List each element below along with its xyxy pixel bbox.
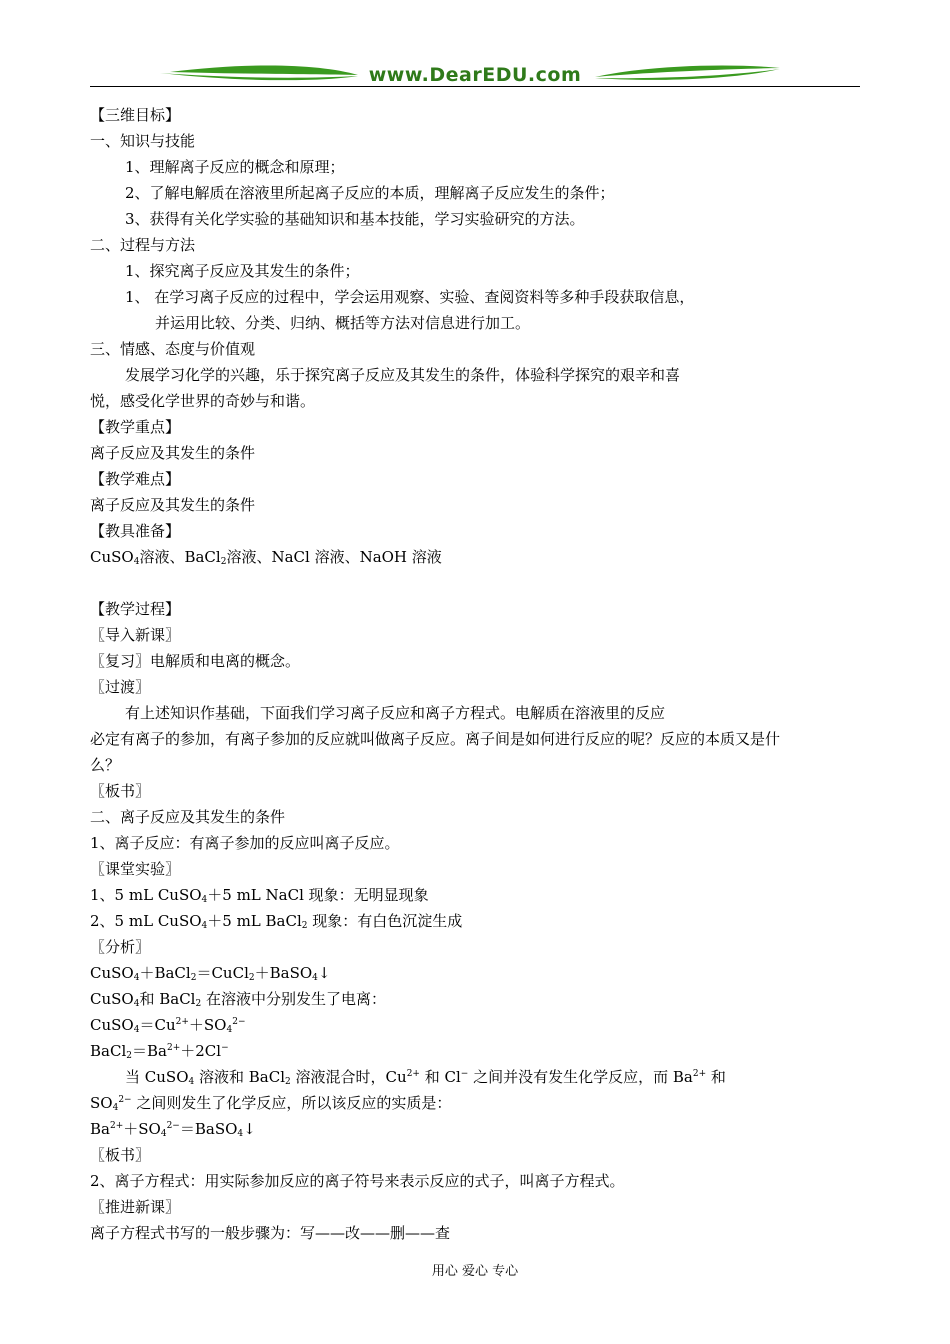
label-analysis: 〖分析〗 [90,938,151,956]
text-fragment: 4 [201,921,208,931]
paragraph: 离子方程式书写的一般步骤为：写——改——删——查 [90,1224,451,1242]
text-fragment: 4 [237,1129,244,1139]
label-intro: 〖导入新课〗 [90,626,181,644]
text-fragment: ＋ [254,964,270,982]
paragraph [90,1064,865,1090]
ionization-intro [90,986,865,1012]
heading-difficulties: 【教学难点】 [90,470,181,488]
materials-line [90,544,865,570]
text-fragment: 4 [188,1077,195,1087]
label-review: 〖复习〗电解质和电离的概念。 [90,652,301,670]
text-fragment: ＝BaSO [179,1120,238,1138]
text-fragment: 4 [133,999,140,1009]
label-transition: 〖过渡〗 [90,678,151,696]
list-item: 1、 在学习离子反应的过程中，学会运用观察、实验、查阅资料等多种手段获取信息， [125,288,695,306]
list-item: 1、探究离子反应及其发生的条件； [125,262,360,280]
document-body [90,102,865,1246]
text-fragment: 2− [232,1017,246,1027]
section-title: 二、离子反应及其发生的条件 [90,808,286,826]
down-arrow-icon: ↓ [243,1120,256,1138]
heading-objectives: 【三维目标】 [90,106,181,124]
text-fragment: BaCl [90,1042,127,1060]
equation-ionization-bacl2 [90,1038,865,1064]
text-fragment: CuSO [157,886,202,904]
text-fragment: − [221,1043,229,1053]
text-fragment: 4 [133,557,140,567]
text-fragment: ＋ [139,964,155,982]
list-item: 3、获得有关化学实验的基础知识和基本技能，学习实验研究的方法。 [125,210,585,228]
text-fragment: − [460,1069,469,1079]
paragraph-continuation: 悦，感受化学世界的奇妙与和谐。 [90,392,316,410]
text-fragment: CuSO [90,548,134,566]
label-experiment: 〖课堂实验〗 [90,860,181,878]
definition: 1、离子反应：有离子参加的反应叫离子反应。 [90,834,400,852]
text-fragment: 4 [226,1025,233,1035]
text-fragment: ＋ [123,1120,139,1138]
text-fragment: ＋5 mL NaCl 现象：无明显现象 [207,886,429,904]
paragraph: 离子反应及其发生的条件 [90,496,256,514]
header-rule [90,86,860,87]
text-fragment: CuSO [90,964,134,982]
paragraph-continuation: 必定有离子的参加，有离子参加的反应就叫做离子反应。离子间是如何进行反应的呢？反应的本质又是什 [90,730,781,748]
text-fragment: CuSO [90,1016,134,1034]
experiment-1 [90,882,865,908]
list-item: 2、了解电解质在溶液里所起离子反应的本质，理解离子反应发生的条件； [125,184,615,202]
logo-text: www.DearEDU.com [368,64,582,86]
heading-materials: 【教具准备】 [90,522,181,540]
equation-ionization-cuso4 [90,1012,865,1038]
text-fragment: Cu [385,1068,407,1086]
paragraph-continuation [90,1090,865,1116]
text-fragment: ＋ [188,1016,204,1034]
text-fragment: 4 [112,1103,119,1113]
text-fragment: 2+ [175,1017,189,1027]
text-fragment: 2 [220,557,227,567]
section-values: 三、情感、态度与价值观 [90,340,256,358]
text-fragment: 4 [160,1129,167,1139]
text-fragment: Ba [672,1068,693,1086]
experiment-2 [90,908,865,934]
equation-reaction [90,960,865,986]
section-process: 二、过程与方法 [90,236,196,254]
text-fragment: 2 [190,973,197,983]
text-fragment: 之间则发生了化学反应，所以该反应的实质是： [131,1094,452,1112]
text-fragment: SO [203,1016,227,1034]
text-fragment: 在溶液中分别发生了电离： [201,990,386,1008]
text-fragment: SO [138,1120,161,1138]
text-fragment: 之间并没有发生化学反应，而 [468,1068,673,1086]
paragraph: 有上述知识作基础，下面我们学习离子反应和离子方程式。电解质在溶液里的反应 [125,704,666,722]
list-item-continuation: 并运用比较、分类、归纳、概括等方法对信息进行加工。 [155,314,531,332]
text-fragment: 2 [195,999,202,1009]
text-fragment: ＝ [139,1016,155,1034]
text-fragment: BaCl [265,912,302,930]
text-fragment: 溶液混合时， [290,1068,386,1086]
paragraph-continuation: 么？ [90,756,121,774]
label-board: 〖板书〗 [90,782,151,800]
text-fragment: 和 [139,990,160,1008]
label-advance: 〖推进新课〗 [90,1198,181,1216]
text-fragment: SO [90,1094,113,1112]
text-fragment: 2− [166,1121,180,1131]
text-fragment: 2+ [692,1069,707,1079]
text-fragment: CuSO [90,990,134,1008]
text-fragment: 4 [201,895,208,905]
text-fragment: 1、5 mL [90,886,158,904]
footer-text: 用心 爱心 专心 [431,1264,519,1279]
equation-ionic [90,1116,865,1142]
text-fragment: 4 [133,973,140,983]
text-fragment: BaCl [159,990,196,1008]
text-fragment: 4 [312,973,318,983]
paragraph: 发展学习化学的兴趣，乐于探究离子反应及其发生的条件，体验科学探究的艰辛和喜 [125,366,681,384]
section-knowledge: 一、知识与技能 [90,132,196,150]
list-item: 1、理解离子反应的概念和原理； [125,158,345,176]
text-fragment: ＝ [131,1042,147,1060]
text-fragment: CuSO [144,1068,189,1086]
text-fragment: 2、5 mL [90,912,158,930]
down-arrow-icon: ↓ [317,964,331,982]
text-fragment: 和 Cl [419,1068,461,1086]
text-fragment: ＝CuCl [196,964,249,982]
text-fragment: 2+ [109,1121,124,1131]
text-fragment: 当 [125,1068,145,1086]
text-fragment: Ba [147,1042,167,1060]
text-fragment: 溶液、NaCl 溶液、NaOH 溶液 [226,548,442,566]
text-fragment: 溶液、 [139,548,185,566]
text-fragment: 4 [133,1025,140,1035]
text-fragment: 2+ [166,1043,181,1053]
text-fragment: BaCl [248,1068,286,1086]
text-fragment: 2 [248,973,255,983]
heading-key-points: 【教学重点】 [90,418,181,436]
heading-process: 【教学过程】 [90,600,181,618]
text-fragment: BaCl [154,964,191,982]
text-fragment: BaCl [184,548,221,566]
blank-line [90,570,865,596]
text-fragment: 和 [706,1068,726,1086]
text-fragment: ＋2Cl [180,1042,222,1060]
text-fragment: 2− [118,1095,132,1105]
text-fragment: Ba [90,1120,110,1138]
text-fragment: ＋5 mL [207,912,266,930]
text-fragment: 2 [301,921,308,931]
label-board: 〖板书〗 [90,1146,151,1164]
text-fragment: CuSO [157,912,202,930]
text-fragment: BaSO [269,964,313,982]
text-fragment: 2+ [406,1069,420,1079]
definition: 2、离子方程式：用实际参加反应的离子符号来表示反应的式子，叫离子方程式。 [90,1172,625,1190]
text-fragment: Cu [154,1016,176,1034]
text-fragment: 2 [126,1051,132,1061]
text-fragment: 现象：有白色沉淀生成 [307,912,463,930]
text-fragment: 溶液和 [194,1068,249,1086]
paragraph: 离子反应及其发生的条件 [90,444,256,462]
text-fragment: 2 [285,1077,291,1087]
